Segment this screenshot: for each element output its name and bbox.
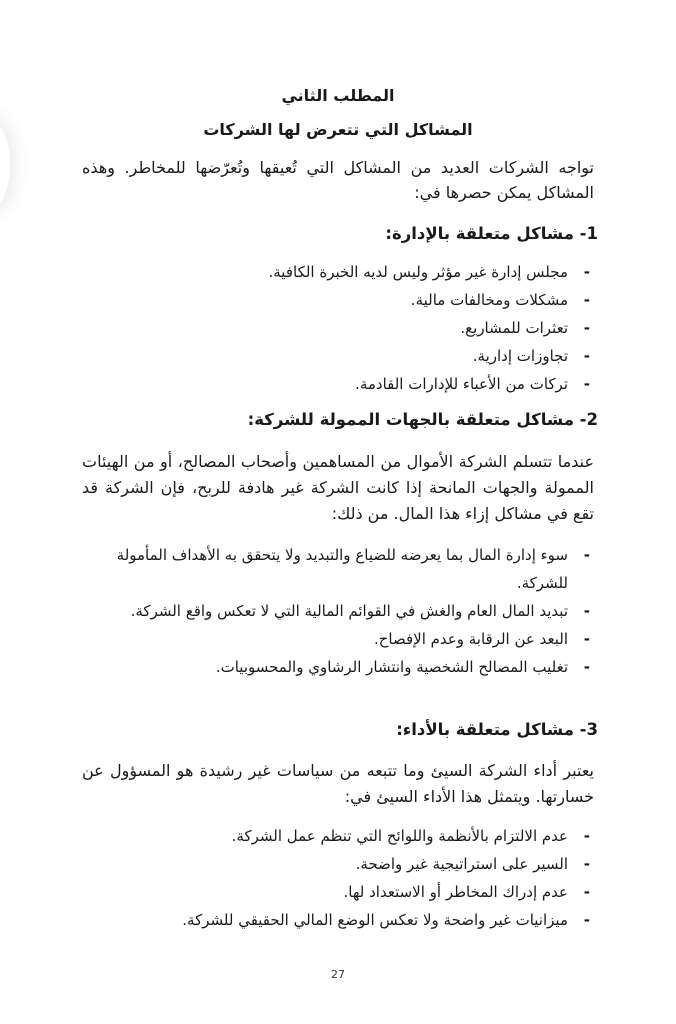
list-item: - تبديد المال العام والغش في القوائم المالية التي لا تعكس واقع الشركة. (85, 597, 590, 625)
section-2-heading: 2- مشاكل متعلقة بالجهات الممولة للشركة: (247, 410, 598, 429)
list-item: - مشكلات ومخالفات مالية. (269, 286, 591, 314)
section-1-list (269, 258, 591, 398)
list-item: - عدم إدراك المخاطر أو الاستعداد لها. (182, 878, 590, 906)
section-title: المشاكل التي تتعرض لها الشركات (203, 120, 473, 139)
section-2-paragraph: عندما تتسلم الشركة الأموال من المساهمين وأصحاب المصالح، أو من الهيئات الممولة والجهات المانحة إذا كانت الشركة غير هادفة للربح، فإن الشركة قد تقع في مشاكل إزاء هذا المال. من ذلك: (82, 452, 594, 523)
section-1-heading: 1- مشاكل متعلقة بالإدارة: (385, 224, 598, 243)
list-item: - السير على استراتيجية غير واضحة. (182, 850, 590, 878)
list-item: - تغليب المصالح الشخصية وانتشار الرشاوي والمحسوبيات. (85, 653, 590, 681)
list-item: - مجلس إدارة غير مؤثر وليس لديه الخبرة الكافية. (269, 258, 591, 286)
section-3-heading: 3- مشاكل متعلقة بالأداء: (396, 720, 598, 739)
list-item: - تجاوزات إدارية. (269, 342, 591, 370)
page-number: 27 (331, 968, 345, 981)
list-item: - البعد عن الرقابة وعدم الإفصاح. (85, 625, 590, 653)
intro-paragraph: تواجه الشركات العديد من المشاكل التي تُعيقها وتُعرّضها للمخاطر. وهذه المشاكل يمكن حصرها في: (82, 158, 594, 202)
list-item: - ميزانيات غير واضحة ولا تعكس الوضع المالي الحقيقي للشركة. (182, 906, 590, 934)
list-item: - سوء إدارة المال بما يعرضه للضياع والتبديد ولا يتحقق به الأهداف المأمولة للشركة. (85, 541, 590, 597)
section-3-paragraph: يعتبر أداء الشركة السيئ وما تتبعه من سياسات غير رشيدة هو المسؤول عن خسارتها. ويتمثل هذا الأداء السيئ في: (82, 761, 594, 806)
list-item: - تركات من الأعباء للإدارات القادمة. (269, 370, 591, 398)
section-2-list (85, 541, 590, 681)
section-3-list (182, 822, 590, 934)
list-item: - تعثرات للمشاريع. (269, 314, 591, 342)
section-label: المطلب الثاني (281, 86, 395, 105)
list-item: - عدم الالتزام بالأنظمة واللوائح التي تنظم عمل الشركة. (182, 822, 590, 850)
